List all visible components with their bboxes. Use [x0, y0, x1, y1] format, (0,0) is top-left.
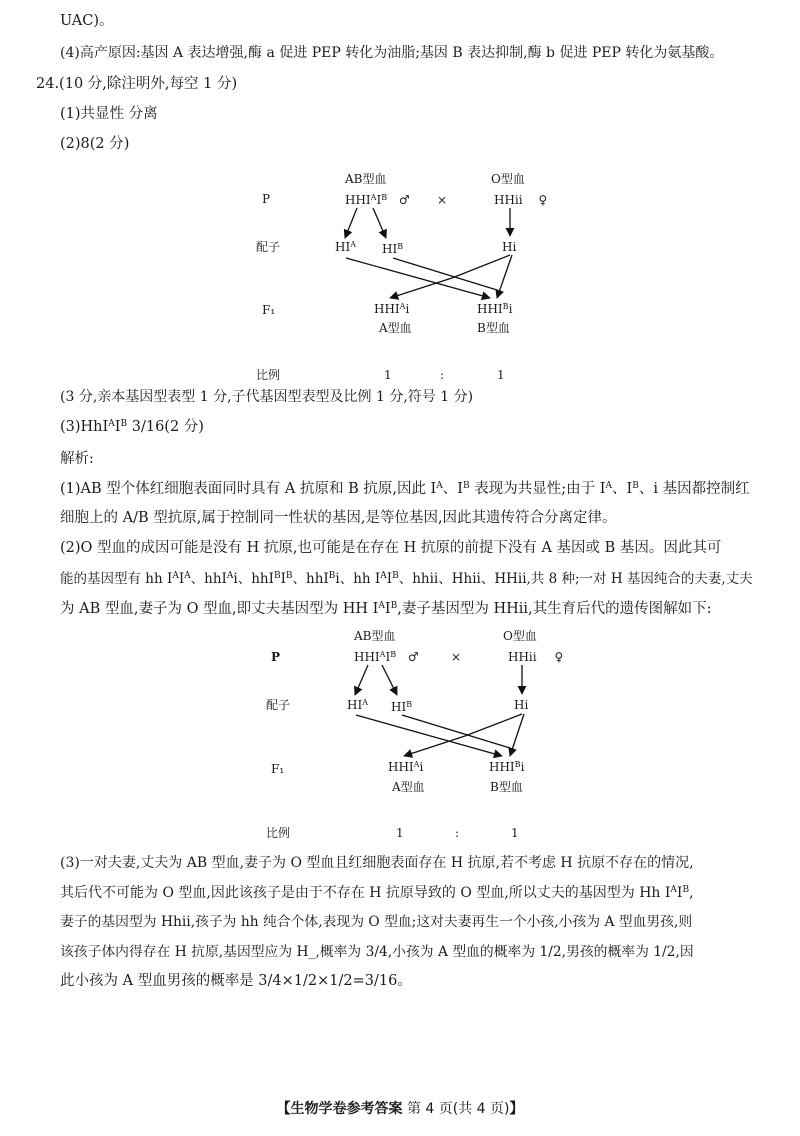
child-b-type: B型血: [477, 321, 510, 335]
gamete-hib-2: $HI^B$: [391, 700, 413, 714]
gamete-label: 配子: [256, 240, 281, 254]
child-a-genotype-2: $HHI^Ai$: [388, 760, 424, 774]
male-symbol: ♂: [398, 193, 410, 207]
analysis-3-line-5: 此小孩为 A 型血男孩的概率是 3/4×1/2×1/2=3/16。: [60, 973, 412, 989]
question-24-heading: 24.(10 分,除注明外,每空 1 分): [36, 76, 238, 92]
f1-label-2: F₁: [271, 762, 285, 776]
arrow-father-to-hib-2: [382, 665, 397, 695]
arrow-hia-to-child-b-2: [356, 715, 502, 756]
female-symbol: ♀: [538, 193, 548, 207]
child-a-genotype: $HHI^Ai$: [374, 302, 410, 316]
footer-title: 【生物学卷参考答案: [276, 1101, 403, 1117]
analysis-2-line-2: 能的基因型有 hh $I^AI^A$、hhI$^A$i、$hhI^BI^B$、hhI$^B$i、hh $I^AI^B$、hhii、Hhii、HHii,共 8 种;一对 H 基因纯合的夫妻,丈夫: [60, 571, 753, 587]
gamete-hia: $HI^A$: [335, 240, 356, 254]
child-b-type-2: B型血: [490, 780, 523, 794]
ratio-right-2: 1: [511, 826, 519, 840]
ratio-colon-2: :: [455, 826, 460, 840]
analysis-3-line-3: 妻子的基因型为 Hhii,孩子为 hh 纯合个体,表现为 O 型血;这对夫妻再生一个小孩,小孩为 A 型血男孩,则: [60, 914, 693, 930]
gamete-label-2: 配子: [266, 698, 291, 712]
cross-symbol: ×: [437, 193, 448, 207]
analysis-3-line-1: (3)一对夫妻,丈夫为 AB 型血,妻子为 O 型血且红细胞表面存在 H 抗原,若不考虑 H 抗原不存在的情况,: [60, 855, 694, 871]
ratio-left-2: 1: [396, 826, 404, 840]
father-blood-type: AB型血: [345, 172, 387, 186]
father-genotype-2: $HHI^AI^B$ ♂: [354, 650, 419, 664]
father-blood-type-2: AB型血: [354, 629, 396, 643]
p-label: P: [262, 192, 271, 206]
p-label-2: P: [271, 650, 281, 664]
child-b-genotype-2: $HHI^Bi$: [489, 760, 525, 774]
analysis-2-line-3: 为 AB 型血,妻子为 O 型血,即丈夫基因型为 HH $I^AI^B$,妻子基因型为 HHii,其生育后代的遗传图解如下:: [60, 601, 712, 617]
analysis-1-line-2: 细胞上的 A/B 型抗原,属于控制同一性状的基因,是等位基因,因此其遗传符合分离定律。: [60, 510, 617, 526]
child-b-genotype: $HHI^Bi$: [477, 302, 513, 316]
footer-page-info: 第 4 页(共 4 页): [402, 1101, 510, 1117]
ratio-left: 1: [384, 368, 392, 382]
scoring-note: (3 分,亲本基因型表型 1 分,子代基因型表型及比例 1 分,符号 1 分): [60, 389, 474, 405]
mother-blood-type: O型血: [491, 172, 525, 186]
mother-blood-type-2: O型血: [503, 629, 537, 643]
analysis-3-line-2: 其后代不可能为 O 型血,因此该孩子是由于不存在 H 抗原导致的 O 型血,所以丈夫的基因型为 Hh $I^AI^B$,: [60, 885, 694, 901]
analysis-2-line-1: (2)O 型血的成因可能是没有 H 抗原,也可能是在存在 H 抗原的前提下没有 A 基因或 B 基因。因此其可: [60, 540, 722, 556]
gamete-hia-2: $HI^A$: [347, 698, 368, 712]
father-genotype: $HHI^AI^B$ ♂: [345, 193, 410, 207]
analysis-3-line-4: 该孩子体内得存在 H 抗原,基因型应为 H_,概率为 3/4,小孩为 A 型血的概率为 1/2,男孩的概率为 1/2,因: [60, 944, 694, 960]
arrow-hi-to-child-a-2: [404, 714, 522, 756]
female-symbol-2: ♀: [554, 650, 564, 664]
answer-3: $(3)HhI^AI^B$ 3/16(2 分): [60, 419, 204, 435]
gamete-hi-2: Hi: [514, 698, 529, 712]
gamete-hib: $HI^B$: [382, 242, 404, 256]
f1-label: F₁: [262, 303, 276, 317]
ratio-colon: :: [440, 368, 445, 382]
answer-1: (1)共显性 分离: [60, 106, 158, 122]
mother-genotype: HHii ♀: [494, 193, 548, 207]
analysis-1-line-1: (1)AB 型个体红细胞表面同时具有 A 抗原和 B 抗原,因此 $I^A$、$I^B$ 表现为共显性;由于 $I^A$、$I^B$、i 基因都控制红: [60, 481, 750, 497]
footer-close: 】: [509, 1101, 524, 1117]
answer-2: (2)8(2 分): [60, 136, 130, 152]
analysis-heading: 解析:: [60, 451, 94, 467]
ratio-label: 比例: [256, 368, 281, 382]
cross-symbol-2: ×: [451, 650, 462, 664]
page-footer: [0, 1098, 800, 1118]
ratio-right: 1: [497, 368, 505, 382]
mother-genotype-2: HHii ♀: [508, 650, 564, 664]
ratio-label-2: 比例: [266, 826, 291, 840]
text-line-1: UAC)。: [60, 13, 114, 29]
arrow-father-to-hia-2: [355, 665, 368, 695]
child-a-type: A型血: [379, 321, 412, 335]
gamete-hi: Hi: [502, 240, 517, 254]
child-a-type-2: A型血: [392, 780, 425, 794]
text-line-2: (4)高产原因:基因 A 表达增强,酶 a 促进 PEP 转化为油脂;基因 B 表达抑制,酶 b 促进 PEP 转化为氨基酸。: [60, 45, 724, 61]
arrow-hi-to-child-b-2: [510, 714, 524, 756]
male-symbol-2: ♂: [407, 650, 419, 664]
